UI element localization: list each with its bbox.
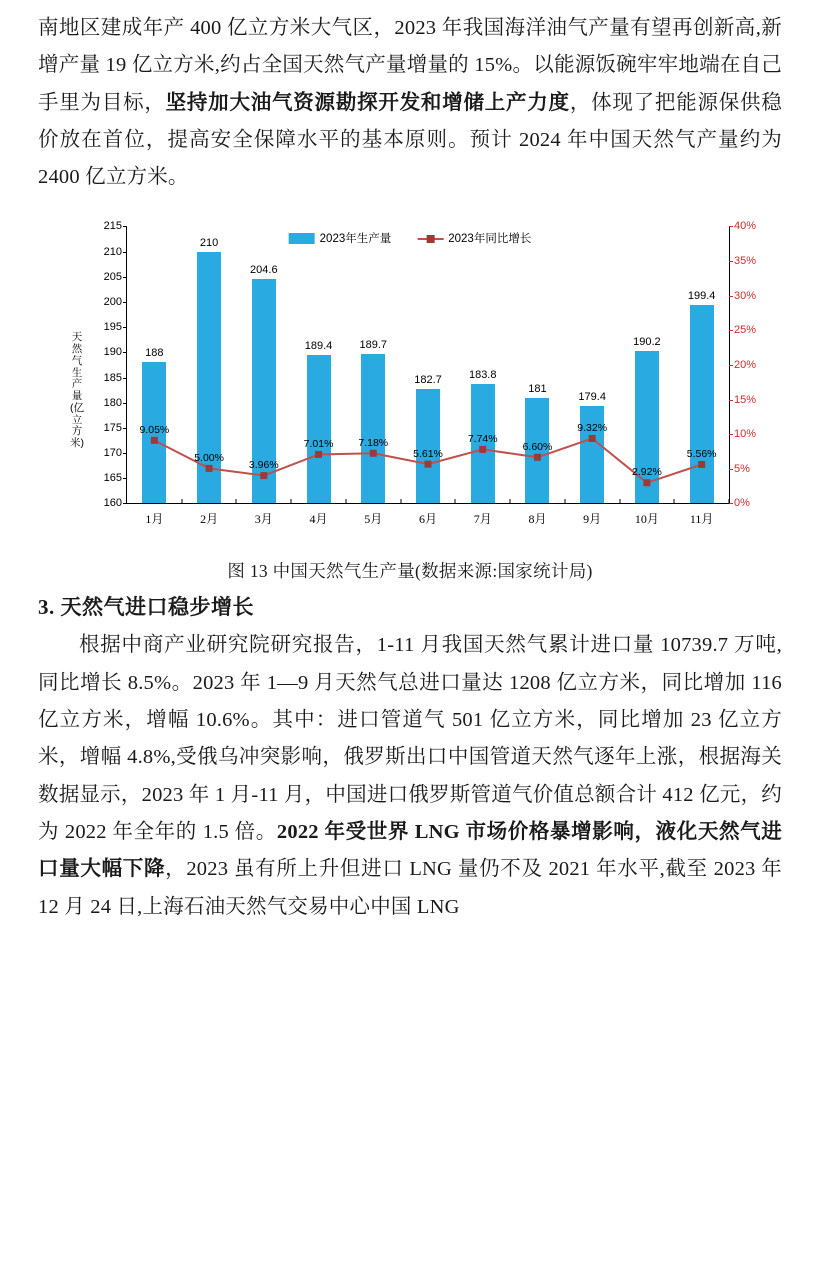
chart-y-tick: 180 xyxy=(103,396,122,409)
chart-x-tick: 7月 xyxy=(473,512,492,527)
paragraph-2-tail: ，2023 虽有所上升但进口 LNG 量仍不及 2021 年水平,截至 2023 年 12 月 24 日,上海石油天然气交易中心中国 LNG xyxy=(38,858,782,918)
chart-line-value-label: 2.92% xyxy=(632,466,662,479)
chart-y2-tick: 0% xyxy=(734,497,750,510)
chart-y2-tickmark xyxy=(729,330,733,331)
chart-x-tick: 1月 xyxy=(145,512,164,527)
chart-bar-value-label: 179.4 xyxy=(578,390,606,403)
chart-y-tick: 200 xyxy=(103,296,122,309)
paragraph-1-bold: 坚持加大油气资源勘探开发和增储上产力度 xyxy=(165,91,570,114)
chart-y2-tickmark xyxy=(729,400,733,401)
chart-x-tick: 3月 xyxy=(254,512,273,527)
chart-y-tick: 205 xyxy=(103,270,122,283)
chart-bar-value-label: 181 xyxy=(528,382,547,395)
chart-y2-tick: 15% xyxy=(734,393,757,406)
paragraph-2-bold: 2022 年受世界 LNG 市场价格暴增影响，液化天然气进口量大幅下降 xyxy=(38,820,782,881)
paragraph-1-tail: ，体现了把能源保供稳价放在首位，提高安全保障水平的基本原则。预计 2024 年中国天然气产量约为 2400 亿立方米。 xyxy=(38,91,782,189)
chart-y2-tickmark xyxy=(729,503,733,504)
chart-bar-value-label: 210 xyxy=(199,236,219,249)
chart-x-tick: 4月 xyxy=(309,512,328,527)
chart-bar-value-label: 182.7 xyxy=(414,374,442,387)
chart-y2-tickmark xyxy=(729,434,733,435)
natural-gas-production-chart xyxy=(38,212,782,542)
chart-y2-tickmark xyxy=(729,469,733,470)
figure-caption: 图 13 中国天然气生产量(数据来源:国家统计局) xyxy=(227,561,593,582)
chart-y2-tick: 30% xyxy=(734,289,757,302)
chart-line-value-label: 9.32% xyxy=(577,421,608,434)
chart-y2-tick: 40% xyxy=(734,220,757,233)
chart-line-value-label: 7.01% xyxy=(303,437,334,450)
chart-bar-value-label: 183.8 xyxy=(468,368,497,381)
chart-y-tick: 170 xyxy=(103,447,122,460)
paragraph-1 xyxy=(38,10,782,196)
chart-x-tick: 10月 xyxy=(634,512,659,527)
chart-y2-tick: 5% xyxy=(734,462,750,475)
chart-y2-tickmark xyxy=(729,226,733,227)
chart-y2-tick: 25% xyxy=(734,324,757,337)
chart-line-value-label: 6.60% xyxy=(522,440,553,453)
chart-bar-value-label: 189.4 xyxy=(304,340,333,353)
legend-line-label: 2023年同比增长 xyxy=(448,233,532,246)
chart-y-tick: 190 xyxy=(103,346,122,359)
chart-line-value-label: 7.74% xyxy=(467,432,498,445)
chart-y-tick: 160 xyxy=(103,497,122,510)
chart-x-tick: 11月 xyxy=(689,512,714,527)
chart-bar-value-label: 204.6 xyxy=(250,263,278,276)
chart-x-tick: 8月 xyxy=(528,512,547,527)
chart-x-tick: 2月 xyxy=(200,512,219,527)
chart-y-axis-label: 天然气生产量(亿立方米) xyxy=(70,331,84,450)
chart-bar-value-label: 199.4 xyxy=(687,290,716,303)
chart-bar-value-label: 188 xyxy=(145,347,164,360)
paragraph-2 xyxy=(38,627,782,925)
chart-y2-tickmark xyxy=(729,261,733,262)
chart-line-value-label: 5.56% xyxy=(686,447,717,460)
chart-x-tick: 6月 xyxy=(418,512,438,527)
chart-y-tick: 165 xyxy=(103,472,122,485)
chart-y2-tick: 20% xyxy=(734,358,757,371)
chart-bar-value-label: 189.7 xyxy=(359,338,388,351)
chart-line-value-label: 5.61% xyxy=(413,447,443,460)
chart-x-tick: 9月 xyxy=(583,512,602,527)
figure-13 xyxy=(38,212,782,552)
chart-line-value-label: 5.00% xyxy=(194,451,224,464)
chart-y-tickmark xyxy=(123,503,127,504)
chart-y-tick: 195 xyxy=(103,321,122,334)
chart-x-tick: 5月 xyxy=(364,512,383,527)
paragraph-1-text: 南地区建成年产 400 亿立方米大气区，2023 年我国海洋油气产量有望再创新高,新增产量 19 亿立方米,约占全国天然气产量增量的 15%。以能源饭碗牢牢地端在自己手里为目标， xyxy=(38,17,782,114)
chart-y2-tickmark xyxy=(729,365,733,366)
chart-line-value-label: 9.05% xyxy=(139,423,170,436)
chart-y-tick: 175 xyxy=(103,421,122,434)
chart-y-tick: 185 xyxy=(103,371,122,384)
paragraph-2-text: 根据中商产业研究院研究报告，1-11 月我国天然气累计进口量 10739.7 万吨,同比增长 8.5%。2023 年 1—9 月天然气总进口量达 1208 亿立方米，同比增加 116 亿立方米，增幅 10.6%。其中：进口管道气 501 亿立方米，同比增加 23 亿立方米，增幅 4.8%,受俄乌冲突影响，俄罗斯出口中国管道天然气逐年上涨，根据海关数据显示，2023 年 1 月-11 月，中国进口俄罗斯管道气价值总额合计 412 亿元，约为 2022 年全年的 1.5 倍。 xyxy=(38,634,782,843)
legend-bar-label: 2023年生产量 xyxy=(319,233,392,246)
chart-y-tick: 210 xyxy=(103,245,122,258)
chart-plot-area xyxy=(103,220,757,527)
chart-line-value-label: 7.18% xyxy=(358,436,389,449)
chart-y-tick: 215 xyxy=(103,220,122,233)
chart-bar-value-label: 190.2 xyxy=(633,336,661,349)
chart-y2-tickmark xyxy=(729,296,733,297)
chart-y2-tick: 10% xyxy=(734,428,757,441)
section-heading: 3. 天然气进口稳步增长 xyxy=(38,595,254,620)
chart-y2-tick: 35% xyxy=(734,255,757,268)
chart-line-value-label: 3.96% xyxy=(248,459,279,472)
